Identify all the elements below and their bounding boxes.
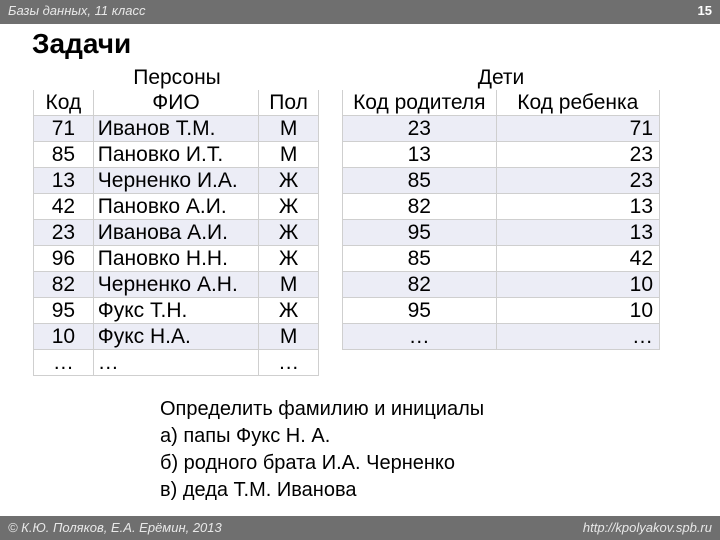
table-row <box>34 298 319 324</box>
cell-name: Иванов Т.М. <box>93 116 258 142</box>
cell-child-code: 13 <box>496 220 659 246</box>
table-row <box>343 324 660 350</box>
cell-code: 23 <box>34 220 94 246</box>
task-intro: Определить фамилию и инициалы <box>160 398 485 420</box>
table-row <box>34 350 319 376</box>
task-list <box>160 396 484 504</box>
cell-name: Фукс Н.А. <box>93 324 258 350</box>
table-row <box>34 142 319 168</box>
cell-code: 95 <box>34 298 94 324</box>
table-row <box>343 116 660 142</box>
task-b: б) родного брата И.А. Черненко <box>160 452 455 474</box>
table-row <box>34 246 319 272</box>
cell-parent-code: 85 <box>343 168 497 194</box>
table-row <box>34 324 319 350</box>
cell-name: … <box>93 350 258 376</box>
persons-header-row <box>34 90 319 116</box>
cell-name: Черненко А.Н. <box>93 272 258 298</box>
cell-child-code: 13 <box>496 194 659 220</box>
footer-bar <box>0 516 720 540</box>
cell-parent-code: 13 <box>343 142 497 168</box>
cell-sex: Ж <box>259 168 319 194</box>
cell-child-code: 23 <box>496 168 659 194</box>
table-row <box>343 142 660 168</box>
cell-child-code: 71 <box>496 116 659 142</box>
table-row <box>343 220 660 246</box>
cell-sex: … <box>259 350 319 376</box>
column-header-code: Код <box>34 90 94 116</box>
task-c: в) деда Т.М. Иванова <box>160 479 357 501</box>
cell-parent-code: 82 <box>343 194 497 220</box>
column-header-sex: Пол <box>259 90 319 116</box>
table-row <box>34 168 319 194</box>
persons-caption: Персоны <box>133 66 221 89</box>
cell-child-code: 23 <box>496 142 659 168</box>
cell-sex: Ж <box>259 246 319 272</box>
cell-sex: М <box>259 272 319 298</box>
page-number: 15 <box>697 3 712 18</box>
children-table <box>342 90 660 350</box>
table-row <box>34 194 319 220</box>
table-row <box>343 246 660 272</box>
cell-code: 10 <box>34 324 94 350</box>
cell-sex: Ж <box>259 220 319 246</box>
cell-name: Пановко А.И. <box>93 194 258 220</box>
cell-child-code: 10 <box>496 298 659 324</box>
table-row <box>343 194 660 220</box>
cell-child-code: … <box>496 324 659 350</box>
cell-parent-code: 23 <box>343 116 497 142</box>
table-row <box>343 298 660 324</box>
cell-code: 96 <box>34 246 94 272</box>
cell-child-code: 42 <box>496 246 659 272</box>
table-row <box>34 116 319 142</box>
children-header-row <box>343 90 660 116</box>
task-a: а) папы Фукс Н. А. <box>160 425 331 447</box>
cell-code: 85 <box>34 142 94 168</box>
column-header-name: ФИО <box>93 90 258 116</box>
cell-parent-code: 85 <box>343 246 497 272</box>
table-row <box>34 220 319 246</box>
table-row <box>34 272 319 298</box>
cell-name: Иванова А.И. <box>93 220 258 246</box>
persons-table <box>33 90 319 376</box>
table-row <box>343 168 660 194</box>
cell-parent-code: … <box>343 324 497 350</box>
cell-child-code: 10 <box>496 272 659 298</box>
cell-sex: М <box>259 142 319 168</box>
cell-code: 13 <box>34 168 94 194</box>
cell-code: 42 <box>34 194 94 220</box>
cell-code: 71 <box>34 116 94 142</box>
cell-name: Пановко И.Т. <box>93 142 258 168</box>
column-header-parent-code: Код родителя <box>343 90 497 116</box>
children-caption: Дети <box>477 66 525 89</box>
cell-name: Фукс Т.Н. <box>93 298 258 324</box>
cell-name: Черненко И.А. <box>93 168 258 194</box>
cell-name: Пановко Н.Н. <box>93 246 258 272</box>
cell-code: 82 <box>34 272 94 298</box>
page-title: Задачи <box>32 28 132 59</box>
cell-sex: М <box>259 116 319 142</box>
cell-parent-code: 95 <box>343 220 497 246</box>
cell-sex: М <box>259 324 319 350</box>
cell-parent-code: 95 <box>343 298 497 324</box>
copyright: © К.Ю. Поляков, Е.А. Ерёмин, 2013 <box>8 520 222 535</box>
cell-code: … <box>34 350 94 376</box>
cell-sex: Ж <box>259 298 319 324</box>
site-link[interactable]: http://kpolyakov.spb.ru <box>582 520 712 535</box>
cell-parent-code: 82 <box>343 272 497 298</box>
header-bar <box>0 0 720 24</box>
cell-sex: Ж <box>259 194 319 220</box>
column-header-child-code: Код ребенка <box>496 90 659 116</box>
table-row <box>343 272 660 298</box>
course-title: Базы данных, 11 класс <box>8 3 146 18</box>
